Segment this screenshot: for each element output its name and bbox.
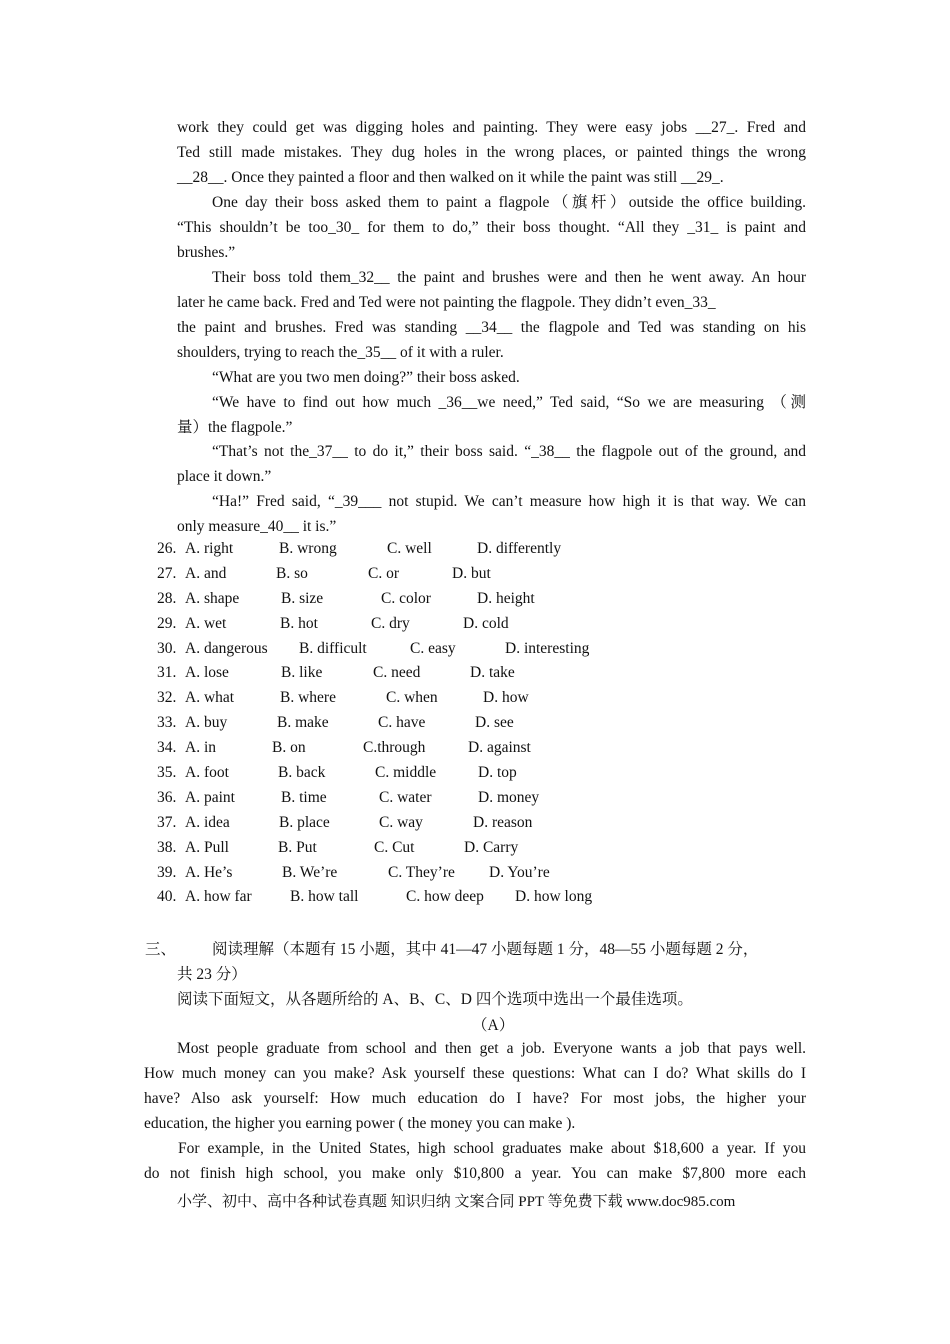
story-paragraph-2 [177,190,806,265]
option-a: A. Pull [185,838,229,856]
option-a: A. shape [185,589,240,607]
question-number: 39. [157,863,177,881]
option-a: A. right [185,540,234,557]
text-line: shoulders, trying to reach the_35__ of it with a ruler. [177,344,504,361]
question-number: 26. [157,540,177,557]
option-b: B. how tall [290,888,359,906]
section-title-continued: 共 23 分） [177,966,247,983]
option-b: B. on [272,739,306,757]
text-line: “We have to find out how much _36__we need,” Ted said, “So we are measuring （测 [212,394,806,411]
option-a: A. foot [185,764,229,782]
text-line: Most people graduate from school and then get a job. Everyone wants a job that pays well. [177,1040,806,1057]
option-d: D. cold [463,614,509,632]
option-c: C. well [387,540,432,557]
option-a: A. and [185,564,227,582]
option-c: C. need [373,664,421,682]
text-line: education, the higher you earning power ( the money you can make ). [144,1115,576,1132]
option-d: D. You’re [489,863,550,881]
option-a: A. He’s [185,863,233,881]
option-a: A. lose [185,664,229,682]
option-c: C. when [386,689,438,707]
option-d: D. how long [515,888,593,906]
option-a: A. idea [185,813,230,831]
text-line: do not finish high school, you make only $10,800 a year. You can make $7,800 more each [144,1165,806,1182]
option-c: C. water [379,788,432,806]
option-d: D. height [477,589,535,607]
question-number: 33. [157,714,177,732]
option-b: B. We’re [282,863,338,881]
text-line: “That’s not the_37__ to do it,” their boss said. “_38__ the flagpole out of the ground, and [212,443,806,460]
option-a: A. what [185,689,235,707]
option-b: B. where [280,689,336,707]
question-number: 31. [157,664,177,682]
passage-label: （A） [472,1017,515,1034]
option-a: A. paint [185,788,235,806]
question-number: 30. [157,639,177,657]
question-number: 29. [157,614,177,632]
story-paragraph-5 [177,390,806,440]
option-c: C. color [381,589,431,607]
question-number: 28. [157,589,177,607]
question-number: 36. [157,788,177,806]
text-line: brushes.” [177,244,236,261]
option-d: D. Carry [464,838,519,856]
text-line: “What are you two men doing?” their boss asked. [212,369,520,386]
option-a: A. in [185,739,216,757]
question-number: 40. [157,888,177,906]
option-b: B. place [279,813,330,831]
option-d: D. against [468,739,531,757]
passage-a-paragraph-1 [144,1036,806,1136]
option-a: A. how far [185,888,252,906]
text-line: place it down.” [177,468,272,485]
option-b: B. make [277,714,329,732]
question-number: 34. [157,739,177,757]
option-d: D. money [478,788,540,806]
option-b: B. wrong [279,540,337,557]
text-line: only measure_40__ it is.” [177,518,337,535]
text-line: How much money can you make? Ask yourself these questions: What can I do? What skills do I [144,1065,806,1082]
option-c: C. have [378,714,426,732]
option-d: D. but [452,564,491,582]
option-c: C. They’re [388,863,455,881]
option-b: B. Put [278,838,317,856]
text-line: Ted still made mistakes. They dug holes in the wrong places, or painted things the wrong [177,144,806,161]
option-c: C. dry [371,614,410,632]
question-number: 37. [157,813,177,831]
option-c: C. or [368,564,399,582]
option-d: D. interesting [505,639,590,657]
option-b: B. hot [280,614,318,632]
section-instruction: 阅读下面短文，从各题所给的 A、B、C、D 四个选项中选出一个最佳选项。 [177,991,693,1008]
text-line: later he came back. Fred and Ted were not painting the flagpole. They didn’t even_33_ [177,294,716,311]
passage-a-paragraph-2 [144,1136,806,1186]
option-b: B. back [278,764,326,782]
option-b: B. difficult [299,639,367,657]
text-line: “This shouldn’t be too_30_ for them to do,” their boss thought. “All they _31_ is paint and [177,219,806,236]
option-b: B. size [281,589,324,607]
story-paragraph-3 [177,265,806,365]
option-c: C. how deep [406,888,484,906]
option-a: A. wet [185,614,227,632]
option-d: D. differently [477,540,562,557]
story-paragraph-1 [177,115,806,190]
text-line: One day their boss asked them to paint a flagpole（旗杆）outside the office building. [212,194,806,211]
option-d: D. take [470,664,515,682]
option-d: D. see [475,714,514,732]
option-d: D. reason [473,813,533,831]
text-line: “Ha!” Fred said, “_39___ not stupid. We can’t measure how high it is that way. We can [212,493,806,510]
option-b: B. like [281,664,323,682]
option-d: D. top [478,764,517,782]
option-c: C. easy [410,639,456,657]
story-paragraph-6 [177,439,806,489]
question-number: 27. [157,564,177,582]
option-c: C. Cut [374,838,415,856]
option-b: B. so [276,564,308,582]
option-b: B. time [281,788,327,806]
page-footer: 小学、初中、高中各种试卷真题 知识归纳 文案合同 PPT 等免费下载 www.doc985.com [177,1194,736,1210]
option-a: A. dangerous [185,639,268,657]
question-number: 38. [157,838,177,856]
text-line: Their boss told them_32__ the paint and brushes were and then he went away. An hour [212,269,806,286]
text-line: the paint and brushes. Fred was standing __34__ the flagpole and Ted was standing on his [177,319,806,336]
option-c: C. way [379,813,423,831]
option-c: C.through [363,739,426,757]
section-number: 三、 [145,941,177,958]
section-title: 阅读理解（本题有 15 小题，其中 41—47 小题每题 1 分，48—55 小题每题 2 分， [212,941,759,958]
question-number: 32. [157,689,177,707]
text-line: For example, in the United States, high school graduates make about $18,600 a year. If you [178,1140,806,1157]
story-paragraph-7 [177,489,806,539]
option-d: D. how [483,689,529,707]
option-c: C. middle [375,764,437,782]
question-number: 35. [157,764,177,782]
story-paragraph-4 [177,365,806,390]
text-line: 量）the flagpole.” [177,419,293,436]
option-a: A. buy [185,714,228,732]
text-line: have? Also ask yourself: How much education do I have? For most jobs, the higher your [144,1090,806,1107]
text-line: __28__. Once they painted a floor and then walked on it while the paint was still __29_. [177,169,724,186]
text-line: work they could get was digging holes and painting. They were easy jobs __27_. Fred and [177,119,806,136]
